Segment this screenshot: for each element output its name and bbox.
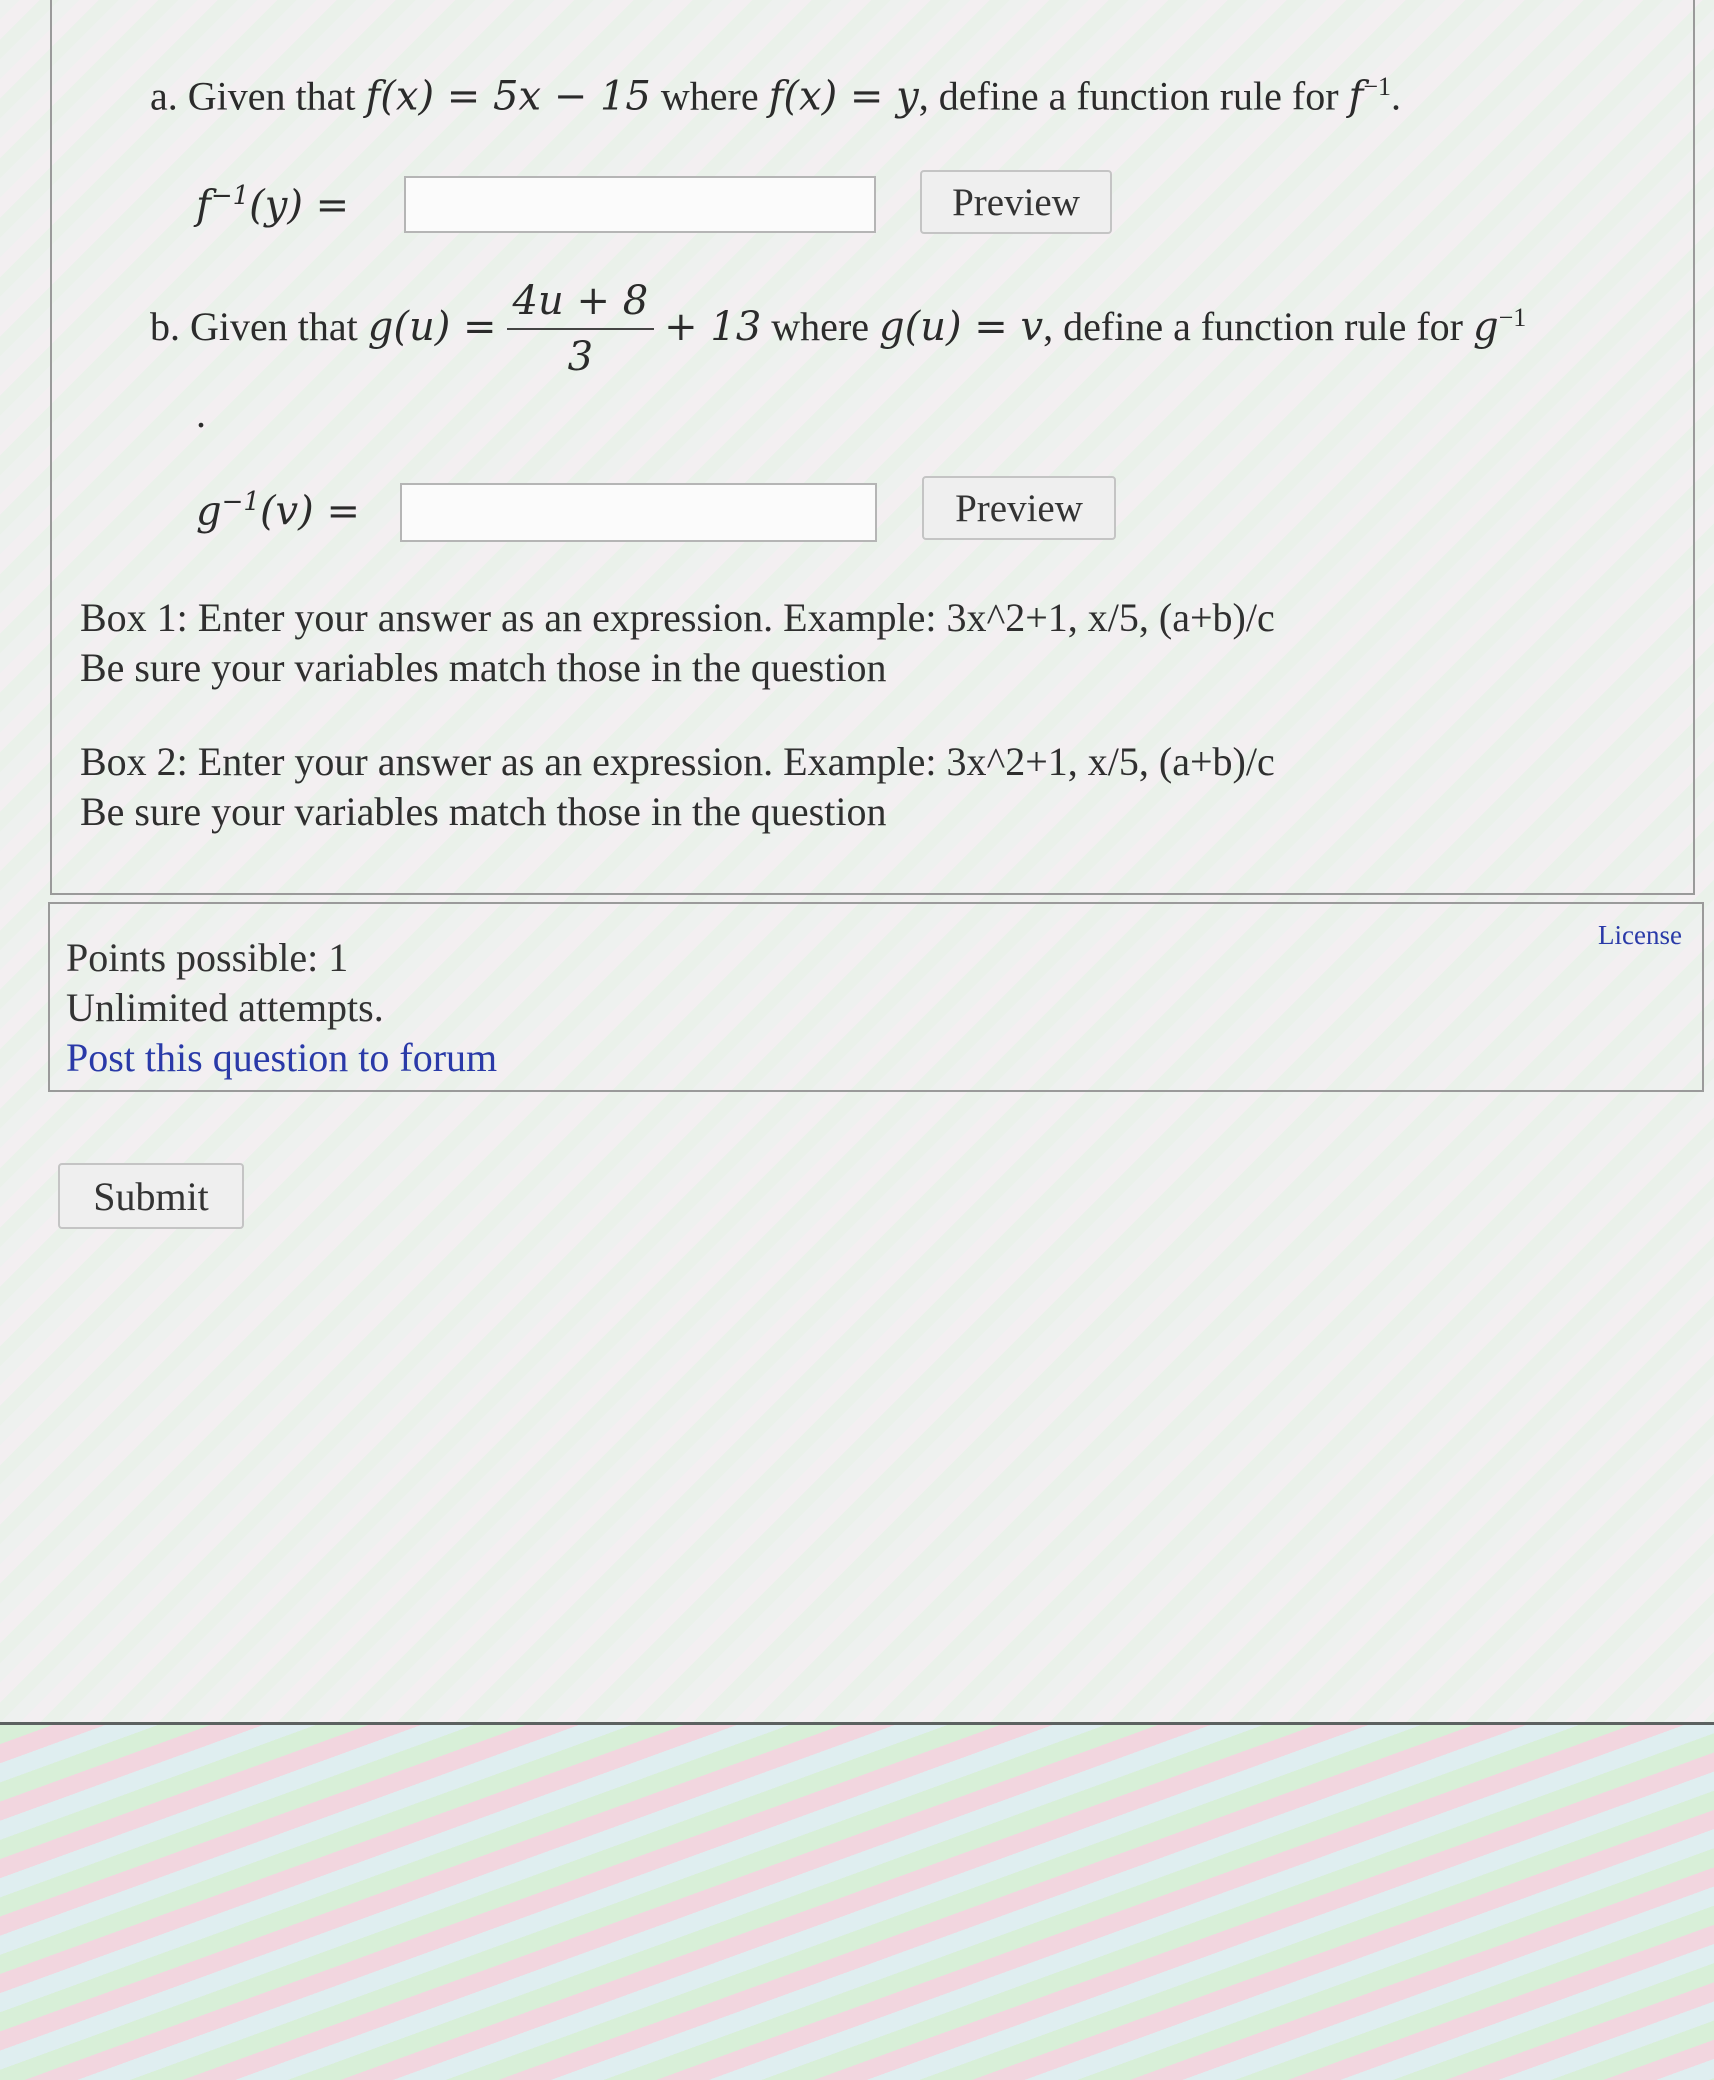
license-link[interactable]: License — [1598, 920, 1682, 950]
part-a-answer-label — [196, 181, 349, 228]
answer-a-func: f — [196, 182, 211, 229]
part-a-target-exponent: −1 — [1363, 72, 1392, 101]
answer-b-rest: (v) = — [259, 488, 360, 535]
post-to-forum-link[interactable]: Post this question to forum — [66, 1035, 498, 1080]
part-b-prompt — [150, 280, 1526, 382]
part-b-denominator: 3 — [567, 334, 594, 380]
box2-instructions — [80, 737, 1275, 837]
box1-instructions — [80, 593, 1275, 693]
attempts-info: Unlimited attempts. — [66, 985, 384, 1030]
part-a-suffix: , define a function rule for — [918, 73, 1349, 119]
screen-bezel-area — [0, 1722, 1714, 2080]
part-b-numerator: 4u + 8 — [507, 278, 655, 330]
box1-instruction-line2: Be sure your variables match those in the question — [80, 645, 887, 690]
part-a-target: f — [1348, 73, 1364, 120]
answer-input-b[interactable] — [400, 483, 877, 542]
question-meta-box — [48, 902, 1704, 1092]
part-b-answer-label — [196, 487, 360, 534]
submit-button[interactable]: Submit — [58, 1163, 244, 1229]
box1-instruction-line1: Box 1: Enter your answer as an expression. Example: 3x^2+1, x/5, (a+b)/c — [80, 595, 1275, 640]
part-b-suffix: , define a function rule for — [1043, 304, 1473, 350]
part-b-function-lhs: g(u) = — [367, 304, 497, 351]
part-b-condition: g(u) = v — [879, 304, 1044, 351]
part-a-prefix: a. Given that — [150, 73, 366, 119]
part-b-mid: where — [761, 304, 880, 350]
answer-input-a[interactable] — [404, 176, 876, 233]
part-a-function: f(x) = 5x − 15 — [365, 73, 651, 120]
box2-instruction-line2: Be sure your variables match those in the question — [80, 789, 887, 834]
box2-instruction-line1: Box 2: Enter your answer as an expression. Example: 3x^2+1, x/5, (a+b)/c — [80, 739, 1275, 784]
part-a-condition: f(x) = y — [768, 73, 919, 120]
preview-button-b[interactable]: Preview — [922, 476, 1116, 540]
points-possible: Points possible: 1 — [66, 935, 349, 980]
answer-a-exp: −1 — [210, 181, 250, 211]
answer-b-exp: −1 — [221, 487, 260, 517]
answer-b-func: g — [196, 488, 222, 535]
part-b-fraction — [507, 278, 655, 380]
part-b-function-rest: + 13 — [664, 304, 762, 351]
answer-a-rest: (y) = — [249, 182, 350, 229]
part-b-end: . — [196, 391, 206, 436]
part-b-target: g — [1472, 304, 1499, 351]
part-b-prefix: b. Given that — [150, 304, 368, 350]
part-a-prompt — [150, 72, 1401, 119]
part-a-mid: where — [650, 73, 769, 119]
part-b-target-exponent: −1 — [1498, 302, 1527, 332]
part-a-end: . — [1391, 73, 1402, 119]
preview-button-a[interactable]: Preview — [920, 170, 1112, 234]
